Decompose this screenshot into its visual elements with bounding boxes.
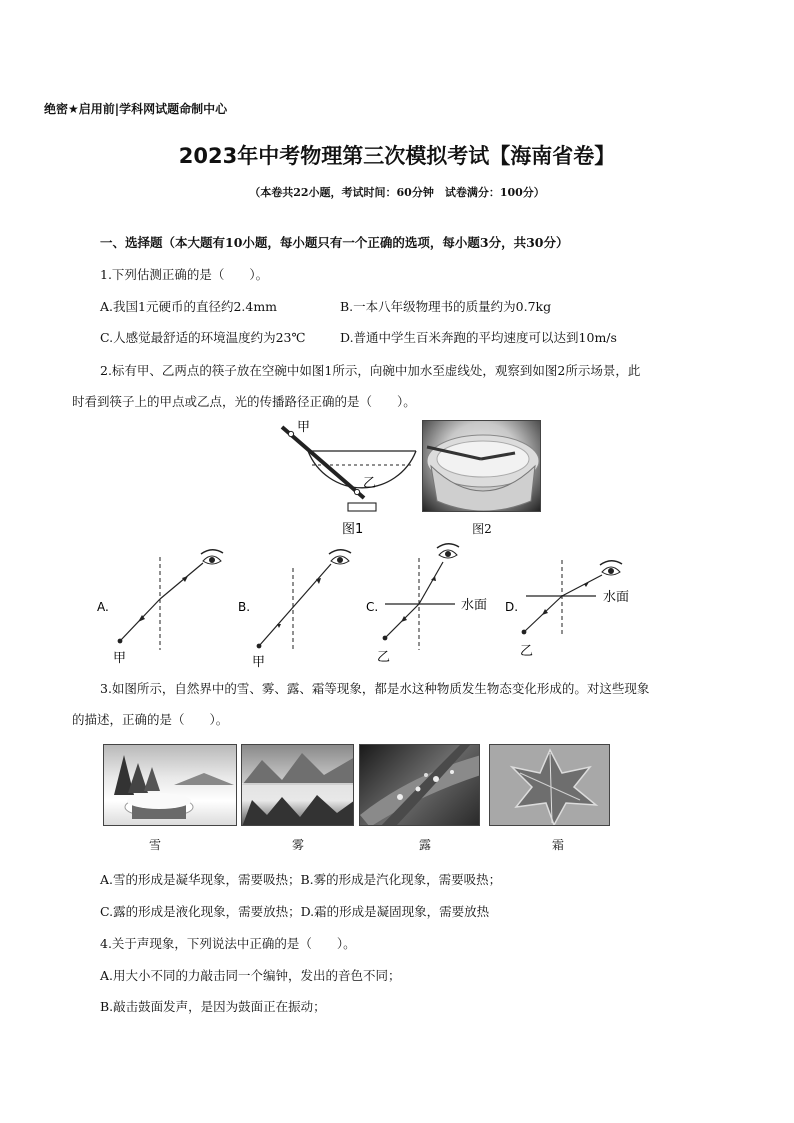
fig1-label-jia: 甲 — [297, 420, 311, 435]
q4-option-b: B.敲击鼓面发声，是因为鼓面正在振动； — [100, 999, 326, 1014]
diagram-b-label: 甲 — [252, 655, 266, 668]
eye-icon — [201, 550, 223, 564]
photo-frost — [489, 744, 610, 826]
diagram-a-letter: A. — [97, 600, 109, 614]
q2-diagram-a — [95, 545, 240, 670]
q2-stem-line1: 2.标有甲、乙两点的筷子放在空碗中如图1所示，向碗中加水至虚线处，观察到如图2所示场景，此 — [100, 363, 641, 378]
eye-icon — [437, 544, 459, 558]
diagram-c-letter: C. — [366, 600, 379, 614]
dew-scene-art — [360, 745, 480, 826]
exam-subtitle: （本卷共22小题，考试时间：60分钟 试卷满分：100分） — [249, 186, 545, 199]
exam-header: 绝密★启用前|学科网试题命制中心 — [44, 102, 228, 116]
q4-option-a: A.用大小不同的力敲击同一个编钟，发出的音色不同； — [100, 968, 401, 983]
fig2-caption: 图2 — [472, 522, 492, 536]
bowl-photo-art — [423, 421, 541, 512]
diagram-b-letter: B. — [238, 600, 251, 614]
point-jia — [288, 431, 293, 436]
water-surface-label: 水面 — [461, 598, 488, 613]
caption-dew: 露 — [418, 838, 431, 852]
caption-fog: 雾 — [291, 838, 304, 852]
q3-stem-line2: 的描述，正确的是（ ）。 — [72, 712, 229, 727]
photo-fog — [241, 744, 354, 826]
figure-1-bowl-diagram — [270, 415, 430, 540]
figure-2-photo — [422, 420, 541, 512]
frost-scene-art — [490, 745, 610, 826]
arrow-upper — [182, 576, 188, 582]
q2-diagram-b — [233, 540, 378, 668]
eye-icon — [600, 561, 622, 575]
point-jia — [257, 644, 262, 649]
q3-options-ab: A.雪的形成是凝华现象，需要吸热；B.雾的形成是汽化现象，需要吸热； — [100, 872, 502, 887]
fog-scene-art — [242, 745, 354, 826]
ray — [259, 564, 331, 646]
q2-diagram-c — [363, 540, 508, 668]
chopstick — [282, 427, 364, 498]
diagram-d-letter: D. — [505, 600, 519, 614]
ray-upper — [562, 575, 602, 596]
point-yi — [383, 636, 388, 641]
diagram-d-label: 乙 — [520, 644, 534, 659]
ray-upper — [160, 563, 203, 599]
point-jia — [118, 639, 123, 644]
q1-option-c: C.人感觉最舒适的环境温度约为23℃ — [100, 330, 306, 345]
point-yi — [522, 630, 527, 635]
water-surface-label: 水面 — [603, 590, 630, 605]
snow-scene-art — [104, 745, 237, 826]
exam-title: 2023年中考物理第三次模拟考试【海南省卷】 — [178, 144, 616, 168]
eye-icon — [329, 550, 351, 564]
q1-stem: 1.下列估测正确的是（ ）。 — [100, 267, 269, 282]
caption-frost: 霜 — [551, 838, 564, 852]
diagram-a-label: 甲 — [113, 651, 127, 666]
photo-snow — [103, 744, 237, 826]
caption-snow: 雪 — [148, 838, 161, 852]
section-1-heading: 一、选择题（本大题有10小题，每小题只有一个正确的选项，每小题3分，共30分） — [100, 235, 569, 250]
q2-diagram-d — [500, 555, 645, 665]
fig1-caption: 图1 — [342, 522, 364, 537]
diagram-c-label: 乙 — [377, 650, 391, 665]
q4-stem: 4.关于声现象，下列说法中正确的是（ ）。 — [100, 936, 356, 951]
q3-stem-line1: 3.如图所示，自然界中的雪、雾、露、霜等现象，都是水这种物质发生物态变化形成的。对这些现象 — [100, 681, 650, 696]
q1-option-b: B.一本八年级物理书的质量约为0.7kg — [340, 299, 552, 314]
bowl-base — [348, 503, 376, 511]
bowl-outline — [308, 451, 416, 488]
q3-options-cd: C.露的形成是液化现象，需要放热；D.霜的形成是凝固现象，需要放热 — [100, 904, 490, 919]
q2-stem-line2: 时看到筷子上的甲点或乙点，光的传播路径正确的是（ ）。 — [72, 394, 416, 409]
photo-dew — [359, 744, 480, 826]
fig1-label-yi: 乙 — [363, 476, 377, 491]
q1-option-d: D.普通中学生百米奔跑的平均速度可以达到10m/s — [340, 330, 617, 345]
ray-upper — [419, 562, 443, 604]
q1-option-a: A.我国1元硬币的直径约2.4mm — [100, 299, 278, 314]
point-yi — [354, 489, 359, 494]
arrow-lower — [277, 624, 281, 628]
